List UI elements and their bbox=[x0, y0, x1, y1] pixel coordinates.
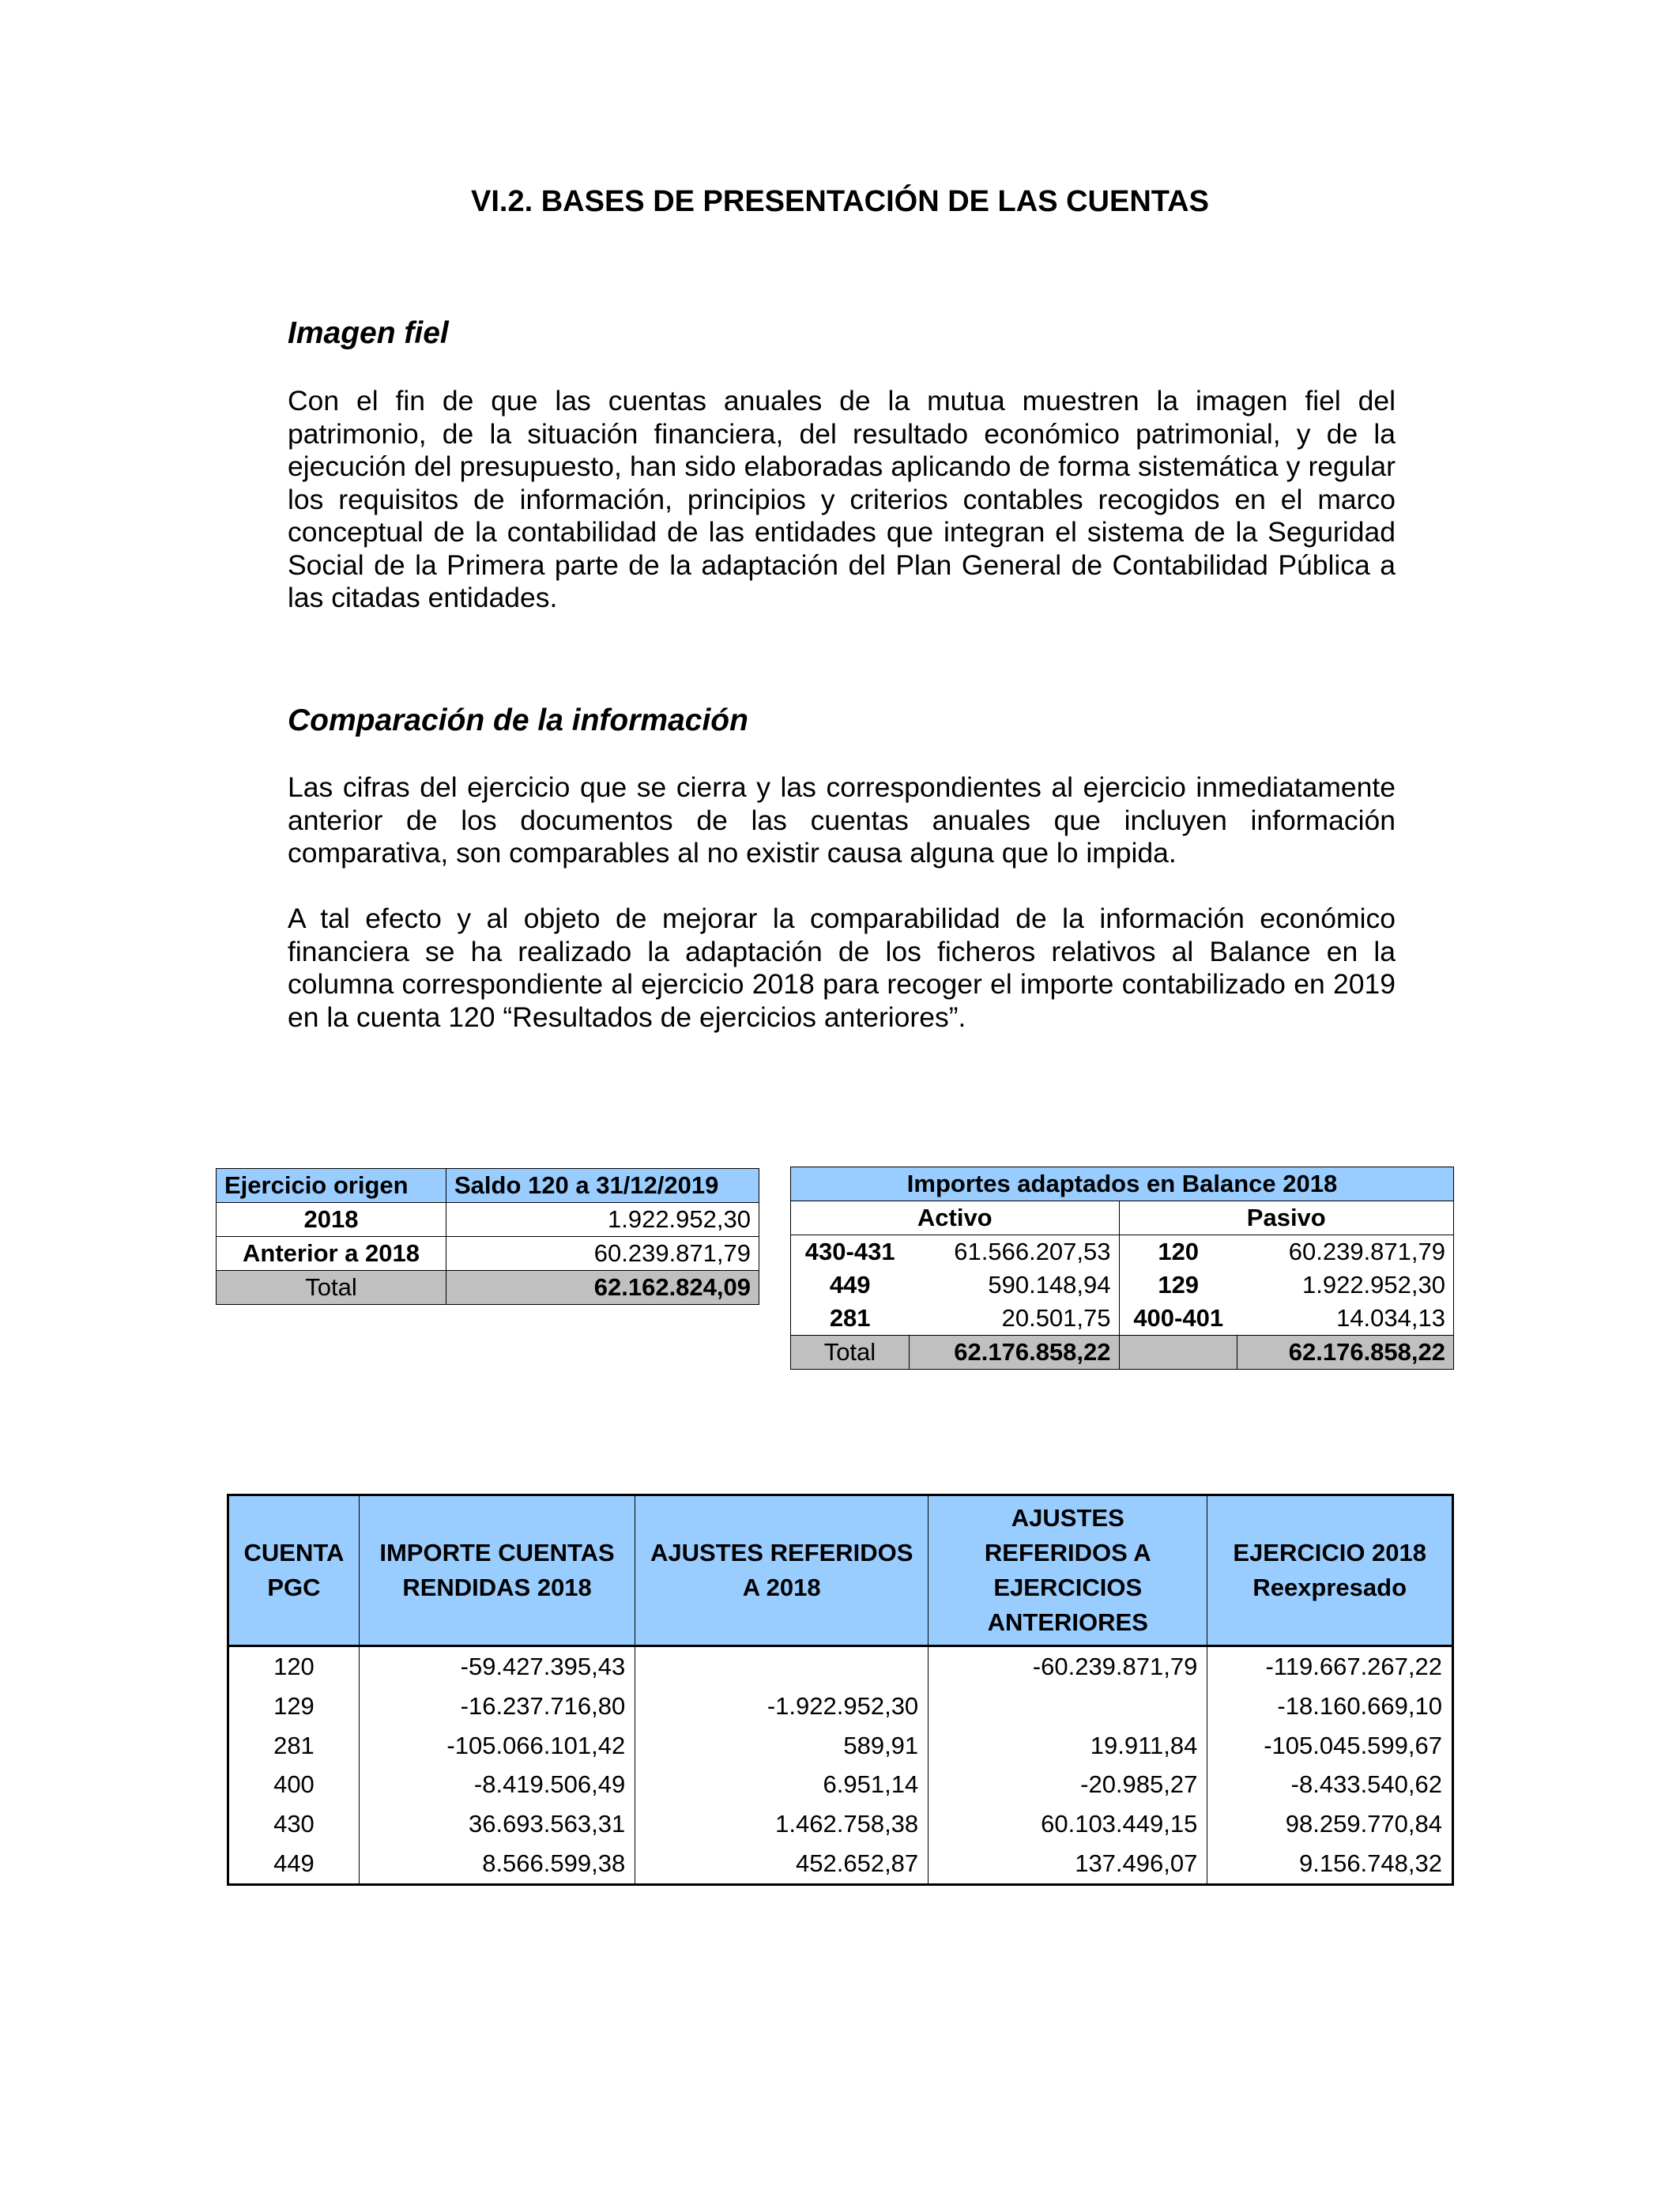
cell-ajuste-2018: 589,91 bbox=[635, 1726, 929, 1766]
cell-ajuste-2018 bbox=[635, 1646, 929, 1687]
table-row bbox=[228, 1646, 1453, 1687]
saldo-120-table bbox=[216, 1168, 759, 1305]
balance-2018-table bbox=[790, 1167, 1454, 1370]
table-header-row bbox=[217, 1169, 759, 1203]
activo-code: 281 bbox=[791, 1302, 910, 1336]
table-row bbox=[217, 1203, 759, 1237]
header-ejercicio-reexpresado: EJERCICIO 2018 Reexpresado bbox=[1207, 1495, 1453, 1646]
table-title-row bbox=[791, 1167, 1454, 1201]
pasivo-value: 14.034,13 bbox=[1237, 1302, 1454, 1336]
row-value: 60.239.871,79 bbox=[446, 1237, 759, 1271]
cell-ajuste-2018: 6.951,14 bbox=[635, 1765, 929, 1804]
header-ejercicio-origen: Ejercicio origen bbox=[217, 1169, 446, 1203]
pasivo-code: 120 bbox=[1119, 1235, 1237, 1269]
cell-reexpresado: 9.156.748,32 bbox=[1207, 1844, 1453, 1884]
pasivo-code: 400-401 bbox=[1119, 1302, 1237, 1336]
table-row bbox=[228, 1726, 1453, 1766]
table-header-row bbox=[791, 1201, 1454, 1235]
pasivo-value: 1.922.952,30 bbox=[1237, 1269, 1454, 1302]
header-importe-cuentas: IMPORTE CUENTAS RENDIDAS 2018 bbox=[359, 1495, 635, 1646]
activo-code: 449 bbox=[791, 1269, 910, 1302]
total-activo: 62.176.858,22 bbox=[909, 1336, 1119, 1370]
cell-cuenta: 430 bbox=[228, 1804, 360, 1844]
cell-cuenta: 449 bbox=[228, 1844, 360, 1884]
section-heading-imagen-fiel: Imagen fiel bbox=[288, 316, 449, 350]
cell-importe: 8.566.599,38 bbox=[359, 1844, 635, 1884]
cell-reexpresado: 98.259.770,84 bbox=[1207, 1804, 1453, 1844]
cell-importe: -8.419.506,49 bbox=[359, 1765, 635, 1804]
cell-importe: 36.693.563,31 bbox=[359, 1804, 635, 1844]
total-row bbox=[791, 1336, 1454, 1370]
paragraph-imagen-fiel: Con el fin de que las cuentas anuales de la mutua muestren la imagen fiel del patrimonio, de la situación financiera, del resultado económico patrimonial, y de la ejecución del presupuesto, han sido elaboradas aplicando de forma sistemática y regular los requisitos de información, principios y criterios contables recogidos en el marco conceptual de la contabilidad de las entidades que integran el sistema de la Seguridad Social de la Primera parte de la adaptación del Plan General de Contabilidad Pública a las citadas entidades. bbox=[288, 385, 1396, 613]
cell-importe: -59.427.395,43 bbox=[359, 1646, 635, 1687]
total-empty bbox=[1119, 1336, 1237, 1370]
header-cuenta-pgc: CUENTA PGC bbox=[228, 1495, 360, 1646]
activo-value: 20.501,75 bbox=[909, 1302, 1119, 1336]
table-row bbox=[791, 1235, 1454, 1269]
cell-cuenta: 281 bbox=[228, 1726, 360, 1766]
table-row bbox=[217, 1237, 759, 1271]
table-row bbox=[228, 1844, 1453, 1884]
total-label: Total bbox=[791, 1336, 910, 1370]
pasivo-code: 129 bbox=[1119, 1269, 1237, 1302]
cell-reexpresado: -8.433.540,62 bbox=[1207, 1765, 1453, 1804]
table-row bbox=[228, 1765, 1453, 1804]
cell-reexpresado: -18.160.669,10 bbox=[1207, 1687, 1453, 1726]
header-saldo-120: Saldo 120 a 31/12/2019 bbox=[446, 1169, 759, 1203]
table-row bbox=[791, 1269, 1454, 1302]
cell-ajuste-anteriores: -60.239.871,79 bbox=[929, 1646, 1207, 1687]
cell-cuenta: 129 bbox=[228, 1687, 360, 1726]
table-header-row bbox=[228, 1495, 1453, 1646]
cell-ajuste-2018: -1.922.952,30 bbox=[635, 1687, 929, 1726]
row-label: Anterior a 2018 bbox=[217, 1237, 446, 1271]
pasivo-value: 60.239.871,79 bbox=[1237, 1235, 1454, 1269]
header-ajustes-2018: AJUSTES REFERIDOS A 2018 bbox=[635, 1495, 929, 1646]
total-label: Total bbox=[217, 1271, 446, 1305]
cell-reexpresado: -119.667.267,22 bbox=[1207, 1646, 1453, 1687]
balance-table-title: Importes adaptados en Balance 2018 bbox=[791, 1167, 1454, 1201]
row-label: 2018 bbox=[217, 1203, 446, 1237]
cell-ajuste-anteriores: -20.985,27 bbox=[929, 1765, 1207, 1804]
total-value: 62.162.824,09 bbox=[446, 1271, 759, 1305]
table-row bbox=[228, 1687, 1453, 1726]
row-value: 1.922.952,30 bbox=[446, 1203, 759, 1237]
cell-cuenta: 120 bbox=[228, 1646, 360, 1687]
activo-code: 430-431 bbox=[791, 1235, 910, 1269]
page-title: VI.2. BASES DE PRESENTACIÓN DE LAS CUENTAS bbox=[471, 185, 1209, 218]
section-heading-comparacion: Comparación de la información bbox=[288, 703, 748, 737]
ajustes-table bbox=[227, 1494, 1454, 1886]
header-ajustes-anteriores: AJUSTES REFERIDOS A EJERCICIOS ANTERIORES bbox=[929, 1495, 1207, 1646]
table-row bbox=[791, 1302, 1454, 1336]
cell-importe: -105.066.101,42 bbox=[359, 1726, 635, 1766]
paragraph-comparacion-1: Las cifras del ejercicio que se cierra y las correspondientes al ejercicio inmediatamente anterior de los documentos de las cuentas anuales que incluyen información comparativa, son comparables al no existir causa alguna que lo impida. bbox=[288, 771, 1396, 869]
total-pasivo: 62.176.858,22 bbox=[1237, 1336, 1454, 1370]
cell-ajuste-anteriores bbox=[929, 1687, 1207, 1726]
cell-ajuste-anteriores: 137.496,07 bbox=[929, 1844, 1207, 1884]
activo-value: 61.566.207,53 bbox=[909, 1235, 1119, 1269]
cell-ajuste-anteriores: 19.911,84 bbox=[929, 1726, 1207, 1766]
cell-ajuste-2018: 1.462.758,38 bbox=[635, 1804, 929, 1844]
cell-ajuste-2018: 452.652,87 bbox=[635, 1844, 929, 1884]
cell-reexpresado: -105.045.599,67 bbox=[1207, 1726, 1453, 1766]
cell-ajuste-anteriores: 60.103.449,15 bbox=[929, 1804, 1207, 1844]
total-row bbox=[217, 1271, 759, 1305]
paragraph-comparacion-2: A tal efecto y al objeto de mejorar la comparabilidad de la información económico financiera se ha realizado la adaptación de los ficheros relativos al Balance en la columna correspondiente al ejercicio 2018 para recoger el importe contabilizado en 2019 en la cuenta 120 “Resultados de ejercicios anteriores”. bbox=[288, 903, 1396, 1033]
header-activo: Activo bbox=[791, 1201, 1120, 1235]
activo-value: 590.148,94 bbox=[909, 1269, 1119, 1302]
header-pasivo: Pasivo bbox=[1119, 1201, 1453, 1235]
cell-cuenta: 400 bbox=[228, 1765, 360, 1804]
cell-importe: -16.237.716,80 bbox=[359, 1687, 635, 1726]
table-row bbox=[228, 1804, 1453, 1844]
